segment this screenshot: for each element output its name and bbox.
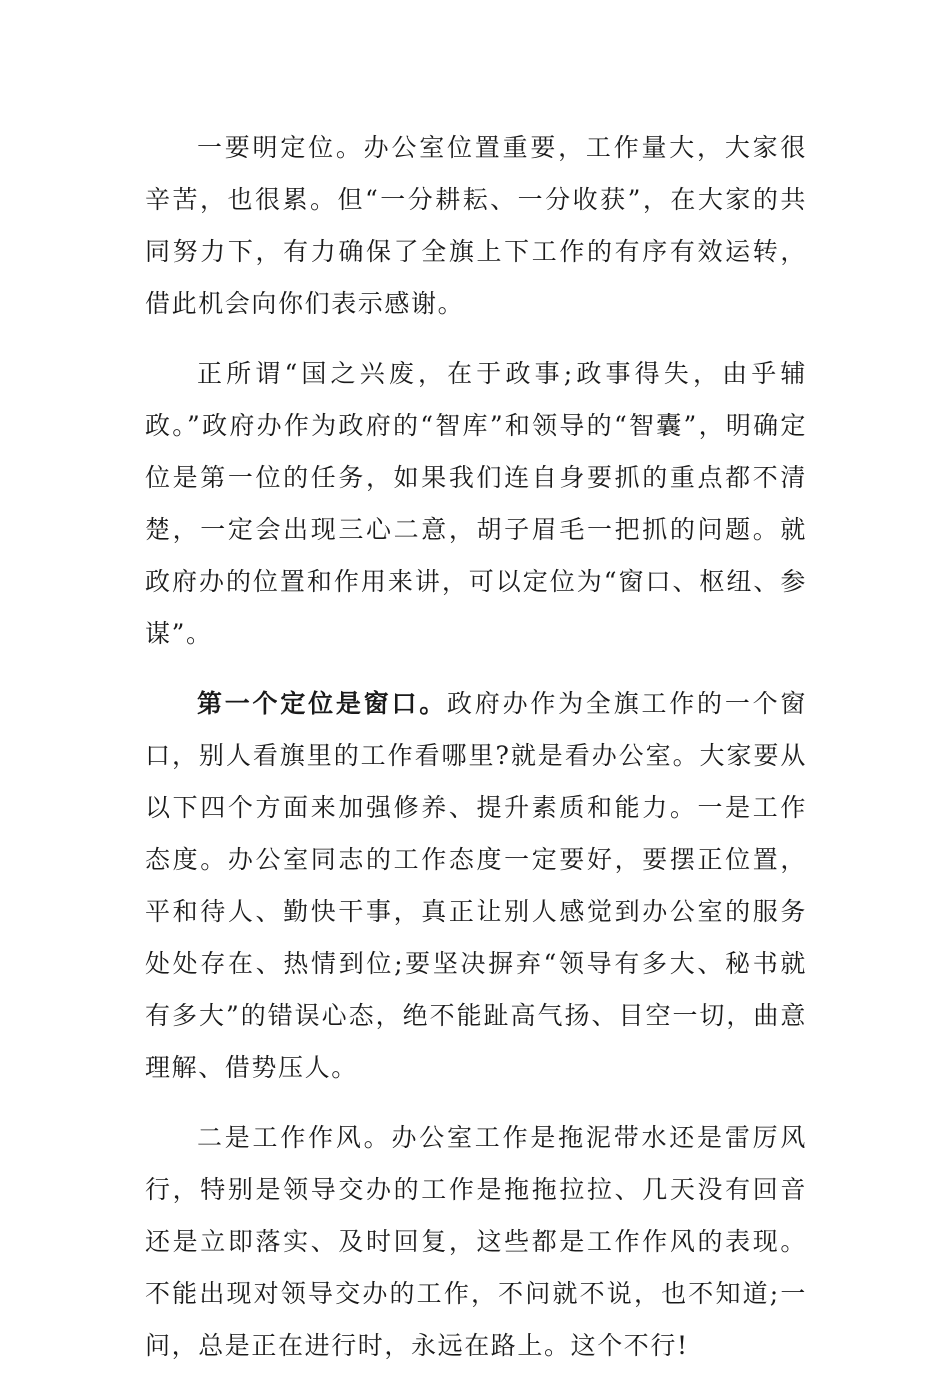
paragraph-4-text: 二是工作作风。办公室工作是拖泥带水还是雷厉风行，特别是领导交办的工作是拖拖拉拉、几天没有回音还是立即落实、及时回复，这些都是工作作风的表现。不能出现对领导交办的工作，不问就不说，也不知道;一问，总是正在进行时，永远在路上。这个不行! [145, 1123, 807, 1360]
paragraph-3-lead: 第一个定位是窗口。 [197, 689, 448, 718]
paragraph-1-text: 一要明定位。办公室位置重要，工作量大，大家很辛苦，也很累。但“一分耕耘、一分收获”，在大家的共同努力下，有力确保了全旗上下工作的有序有效运转，借此机会向你们表示感谢。 [145, 133, 807, 318]
document-body [145, 122, 807, 1390]
paragraph-1 [145, 122, 807, 330]
paragraph-2-text: 正所谓“国之兴废，在于政事;政事得失，由乎辅政。”政府办作为政府的“智库”和领导的“智囊”，明确定位是第一位的任务，如果我们连自身要抓的重点都不清楚，一定会出现三心二意，胡子眉毛一把抓的问题。就政府办的位置和作用来讲，可以定位为“窗口、枢纽、参谋”。 [145, 359, 807, 648]
paragraph-3 [145, 678, 807, 1094]
paragraph-4 [145, 1112, 807, 1372]
paragraph-2 [145, 348, 807, 660]
paragraph-3-text: 政府办作为全旗工作的一个窗口，别人看旗里的工作看哪里?就是看办公室。大家要从以下四个方面来加强修养、提升素质和能力。一是工作态度。办公室同志的工作态度一定要好，要摆正位置，平和待人、勤快干事，真正让别人感觉到办公室的服务处处存在、热情到位;要坚决摒弃“领导有多大、秘书就有多大”的错误心态，绝不能趾高气扬、目空一切，曲意理解、借势压人。 [145, 689, 807, 1082]
